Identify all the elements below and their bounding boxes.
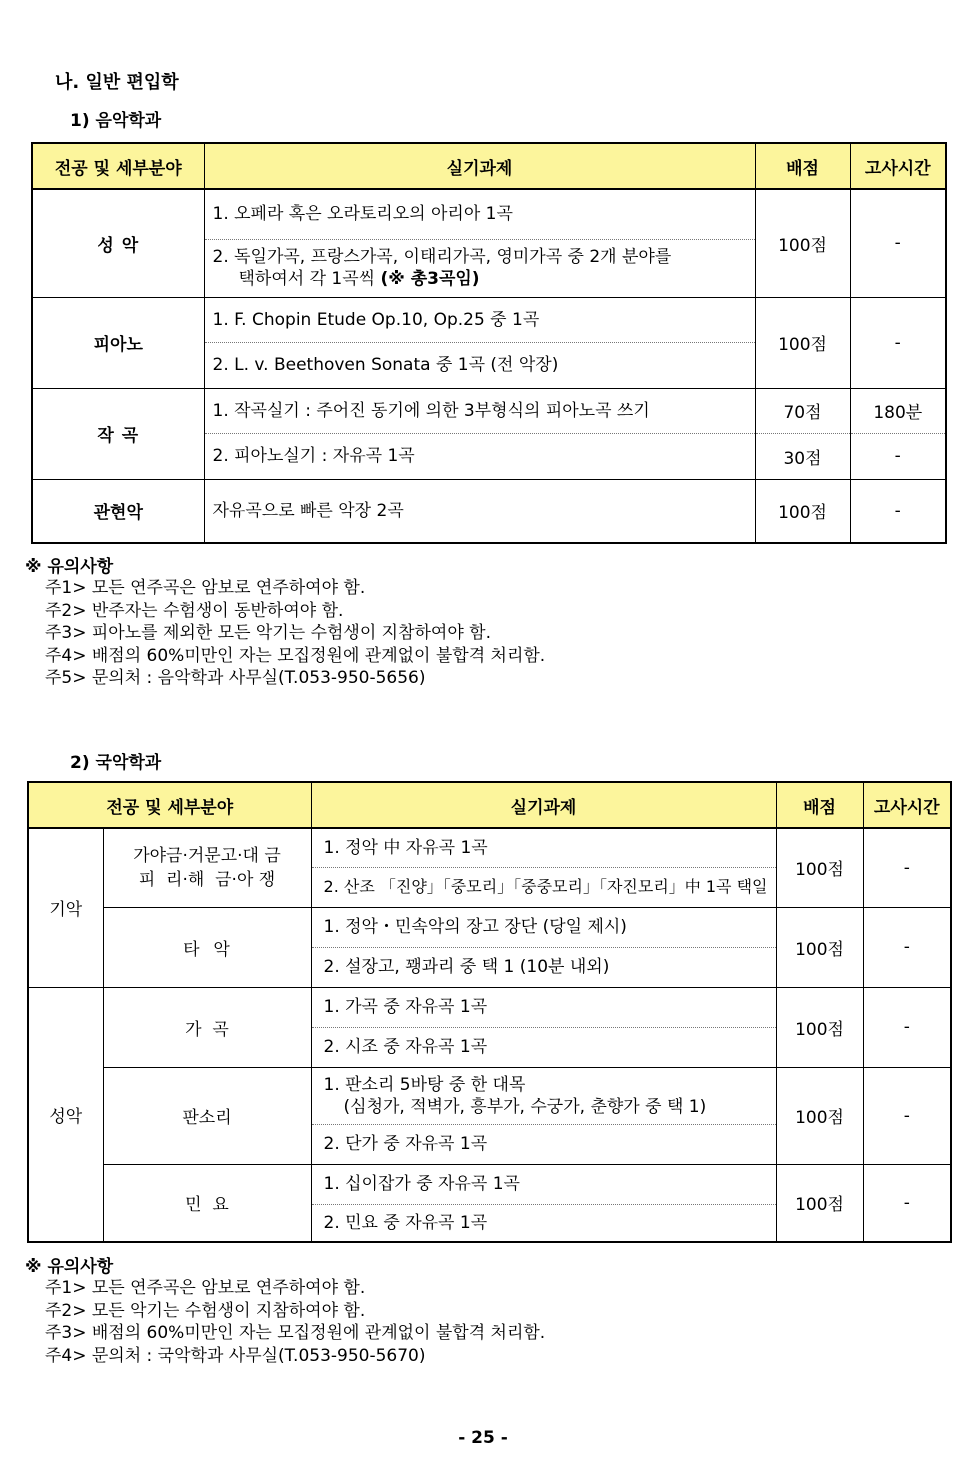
korean-music-dept-title: 2) 국악학과 (70, 753, 162, 773)
header-time: 고사시간 (863, 782, 951, 828)
task-line: 1. 판소리 5바탕 중 한 대목 (323, 1074, 526, 1095)
header-score: 배점 (755, 143, 850, 189)
time-cell: - (850, 479, 946, 543)
note-item: 주2> 모든 악기는 수험생이 지참하여야 함. (45, 1300, 366, 1321)
header-task: 실기과제 (311, 782, 776, 828)
sub-cell: 판소리 (103, 1067, 311, 1164)
header-score: 배점 (776, 782, 863, 828)
time-cell: - (850, 433, 946, 479)
table-row (28, 907, 951, 947)
task-line: 택하여서 각 1곡씩 (238, 269, 381, 289)
time-cell: - (863, 1164, 951, 1242)
task-cell: 1. 십이잡가 중 자유곡 1곡 (311, 1164, 776, 1204)
task-note: (※ 총3곡임) (380, 269, 480, 289)
section-title: 나. 일반 편입학 (55, 72, 179, 93)
notes-title: ※ 유의사항 (25, 1257, 114, 1277)
task-cell: 1. 작곡실기 : 주어진 동기에 의한 3부형식의 피아노곡 쓰기 (204, 388, 755, 433)
korean-music-notes (25, 1252, 545, 1367)
music-notes (25, 552, 545, 690)
time-cell: - (850, 189, 946, 297)
score-cell: 100점 (776, 828, 863, 907)
note-item: 주1> 모든 연주곡은 암보로 연주하여야 함. (45, 578, 366, 598)
score-cell: 100점 (776, 1067, 863, 1164)
table-row (28, 1067, 951, 1124)
score-cell: 30점 (755, 433, 850, 479)
sub-cell (103, 828, 311, 907)
time-cell: - (850, 297, 946, 388)
task-cell: 1. 오페라 혹은 오라토리오의 아리아 1곡 (204, 189, 755, 239)
table-row (28, 1164, 951, 1204)
task-cell: 2. L. v. Beethoven Sonata 중 1곡 (전 악장) (204, 342, 755, 388)
note-item: 주1> 모든 연주곡은 암보로 연주하여야 함. (45, 1278, 366, 1298)
task-line: 2. 독일가곡, 프랑스가곡, 이태리가곡, 영미가곡 중 2개 분야를 (212, 247, 672, 267)
task-cell: 2. 산조 「진양」「중모리」「중중모리」「자진모리」中 1곡 택일 (311, 867, 776, 907)
score-cell: 100점 (755, 297, 850, 388)
time-cell: 180분 (850, 388, 946, 433)
major-cell: 작 곡 (32, 388, 204, 479)
time-cell: - (863, 1067, 951, 1164)
task-cell: 2. 설장고, 꽹과리 중 택 1 (10분 내외) (311, 947, 776, 987)
sub-line: 가야금·거문고·대 금 (133, 845, 281, 866)
table-header-row (32, 143, 946, 189)
time-cell: - (863, 828, 951, 907)
score-cell: 100점 (755, 189, 850, 297)
score-cell: 100점 (776, 907, 863, 987)
music-dept-title: 1) 음악학과 (70, 111, 162, 131)
header-major: 전공 및 세부분야 (28, 782, 311, 828)
group-cell: 성악 (28, 987, 103, 1242)
time-cell: - (863, 907, 951, 987)
table-header-row (28, 782, 951, 828)
sub-cell: 타 악 (103, 907, 311, 987)
task-cell: 2. 피아노실기 : 자유곡 1곡 (204, 433, 755, 479)
sub-line: 피 리·해 금·아 쟁 (138, 869, 276, 890)
table-row (32, 297, 946, 342)
sub-cell: 가 곡 (103, 987, 311, 1067)
task-cell: 2. 민요 중 자유곡 1곡 (323, 1212, 488, 1233)
task-line: (심청가, 적벽가, 흥부가, 수궁가, 춘향가 중 택 1) (343, 1096, 707, 1117)
header-time: 고사시간 (850, 143, 946, 189)
task-cell: 자유곡으로 빠른 악장 2곡 (212, 500, 404, 521)
task-cell (204, 239, 755, 297)
task-cell: 1. 정악 中 자유곡 1곡 (311, 828, 776, 867)
table-row (32, 479, 946, 543)
task-cell: 2. 단가 중 자유곡 1곡 (311, 1124, 776, 1164)
task-cell: 1. F. Chopin Etude Op.10, Op.25 중 1곡 (204, 297, 755, 342)
note-item: 주2> 반주자는 수험생이 동반하여야 함. (45, 600, 344, 621)
note-item: 주3> 배점의 60%미만인 자는 모집정원에 관계없이 불합격 처리함. (45, 1323, 546, 1343)
major-cell: 피아노 (32, 297, 204, 388)
group-cell: 기악 (28, 828, 103, 987)
page-number: - 25 - (458, 1428, 508, 1448)
header-task: 실기과제 (204, 143, 755, 189)
score-cell: 70점 (755, 388, 850, 433)
table-row (28, 828, 951, 867)
korean-music-dept-table (27, 781, 952, 1243)
notes-title: ※ 유의사항 (25, 557, 114, 577)
task-cell: 1. 가곡 중 자유곡 1곡 (311, 987, 776, 1027)
major-cell: 관현악 (32, 479, 204, 543)
sub-cell: 민 요 (103, 1164, 311, 1242)
note-item: 주4> 문의처 : 국악학과 사무실(T.053-950-5670) (45, 1345, 426, 1366)
table-row (32, 388, 946, 433)
score-cell: 100점 (776, 1164, 863, 1242)
score-cell: 100점 (755, 479, 850, 543)
task-cell: 1. 정악・민속악의 장고 장단 (당일 제시) (311, 907, 776, 947)
header-major: 전공 및 세부분야 (32, 143, 204, 189)
score-cell: 100점 (776, 987, 863, 1067)
note-item: 주4> 배점의 60%미만인 자는 모집정원에 관계없이 불합격 처리함. (45, 645, 546, 666)
note-item: 주5> 문의처 : 음악학과 사무실(T.053-950-5656) (45, 668, 426, 688)
task-cell: 2. 시조 중 자유곡 1곡 (311, 1027, 776, 1067)
task-cell (311, 1067, 776, 1124)
music-dept-table (31, 142, 947, 544)
table-row (28, 987, 951, 1027)
major-cell: 성 악 (32, 189, 204, 297)
table-row (32, 189, 946, 239)
time-cell: - (863, 987, 951, 1067)
note-item: 주3> 피아노를 제외한 모든 악기는 수험생이 지참하여야 함. (45, 623, 491, 643)
